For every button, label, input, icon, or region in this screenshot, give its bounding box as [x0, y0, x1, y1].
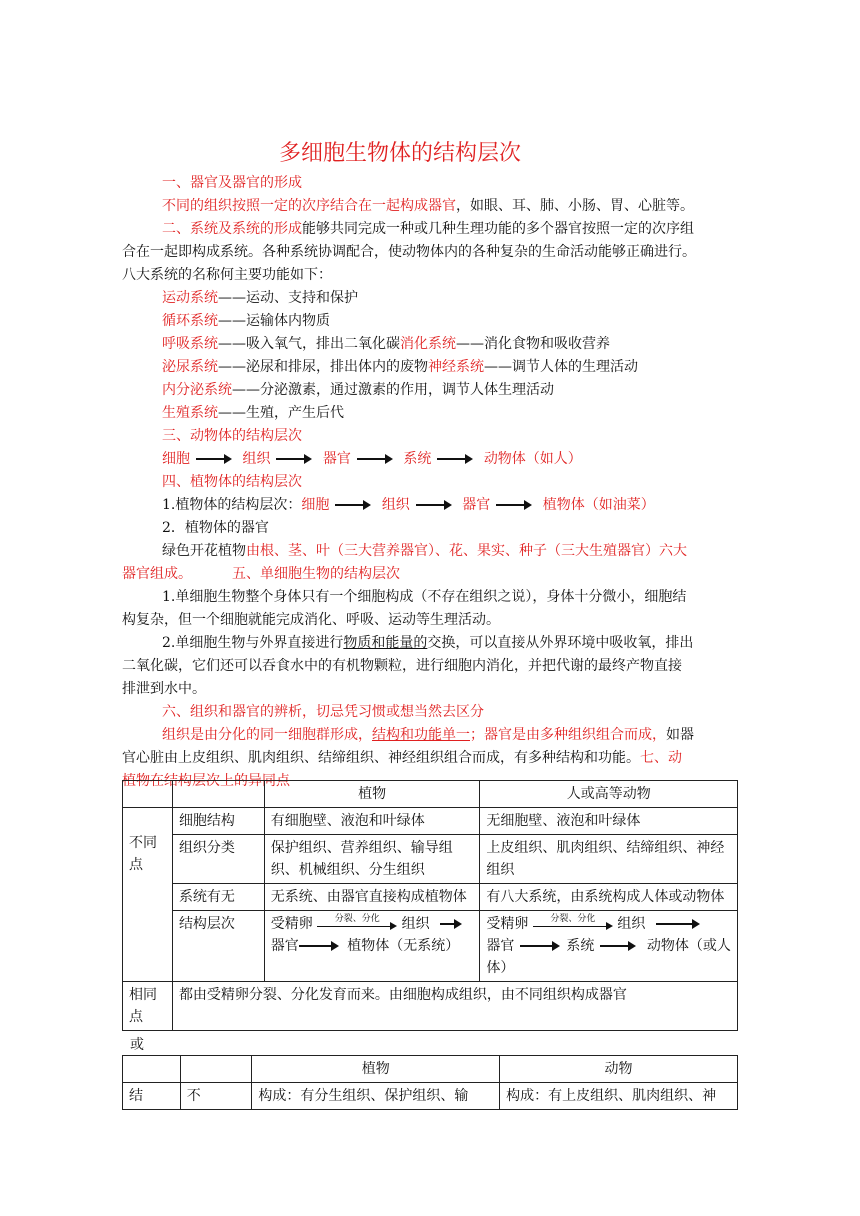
plant-hierarchy-line — [162, 494, 738, 516]
section2-line1 — [162, 218, 738, 240]
system-name: 生殖系统 — [162, 405, 218, 421]
system-name: 运动系统 — [162, 290, 218, 306]
cell-animal: 无细胞壁、液泡和叶绿体 — [480, 808, 738, 835]
section6-red-b: ；器官是由多种组织组合而成， — [470, 727, 666, 743]
system-line-5 — [162, 379, 738, 401]
chain-item: 组织 — [381, 497, 410, 513]
section5-p1-line2: 构复杂，但一个细胞就能完成消化、呼吸、运动等生理活动。 — [122, 612, 500, 628]
chain-item: 组织 — [242, 451, 271, 467]
arrow-right-icon — [317, 914, 397, 931]
cell-plant: 构成：有分生组织、保护组织、输 — [252, 1083, 500, 1110]
section1-rest-text: ，如眼、耳、肺、小肠、胃、心脏等。 — [456, 198, 694, 214]
row-label: 组织分类 — [172, 835, 264, 884]
hierarchy-item: 受精卵 — [486, 916, 529, 932]
section5-p2-rest: 交换，可以直接从外界环境中吸收氧，排出 — [427, 635, 694, 651]
system-line-3 — [162, 333, 738, 355]
comparison-table — [122, 780, 738, 1031]
plant-organs-line1 — [162, 540, 738, 562]
row-label: 结 — [123, 1083, 181, 1110]
row-sublabel: 不 — [180, 1083, 252, 1110]
section7-heading-part1: 七、动 — [640, 750, 682, 766]
system-desc: ——泌尿和排尿，排出体内的废物 — [218, 359, 428, 375]
system-name: 神经系统 — [428, 359, 484, 375]
arrow-label: 分裂、分化 — [550, 914, 596, 924]
page-title: 多细胞生物体的结构层次 — [278, 141, 521, 166]
animal-hierarchy-chain — [162, 448, 738, 470]
section2-line1-rest: 能够共同完成一种或几种生理功能的多个器官按照一定的次序组 — [302, 221, 694, 237]
hierarchy-item: 器官 — [270, 938, 299, 954]
section6-line2 — [122, 747, 738, 769]
system-name: 消化系统 — [400, 336, 456, 352]
header-animal: 动物 — [500, 1056, 738, 1083]
system-line-4 — [162, 356, 738, 378]
system-name: 泌尿系统 — [162, 359, 218, 375]
section7-heading-part2: 植物在结构层次上的异同点 — [122, 773, 290, 789]
diff-label: 不同点 — [123, 808, 173, 982]
system-desc: ——消化食物和吸收营养 — [456, 336, 610, 352]
system-desc: ——生殖，产生后代 — [218, 405, 344, 421]
chain-item: 动物体（如人） — [483, 451, 582, 467]
system-desc: ——运动、支持和保护 — [218, 290, 358, 306]
arrow-right-icon — [416, 500, 452, 510]
row-label: 细胞结构 — [172, 808, 264, 835]
section1-paragraph — [162, 195, 738, 217]
system-name: 循环系统 — [162, 313, 218, 329]
row-label: 结构层次 — [172, 911, 264, 982]
arrow-right-icon — [196, 454, 232, 464]
system-name: 呼吸系统 — [162, 336, 218, 352]
arrow-right-icon — [437, 454, 473, 464]
section6-underline: 结构和功能单一 — [372, 727, 470, 743]
system-line-1 — [162, 287, 738, 309]
system-line-2 — [162, 310, 738, 332]
arrow-right-icon — [299, 941, 339, 951]
section6-line2-text: 官心脏由上皮组织、肌肉组织、结缔组织、神经组织组合而成，有多种结构和功能。 — [122, 750, 640, 766]
chain-item: 系统 — [403, 451, 432, 467]
cell-animal-hierarchy — [480, 911, 738, 982]
section1-heading: 一、器官及器官的形成 — [162, 175, 302, 191]
cell-plant: 有细胞壁、液泡和叶绿体 — [264, 808, 480, 835]
section6-line1 — [162, 724, 738, 746]
section2-line3: 八大系统的名称何主要功能如下： — [122, 267, 332, 283]
plant-organs-heading: 2．植物体的器官 — [162, 520, 269, 536]
chain-item: 器官 — [322, 451, 351, 467]
section5-p2-line1 — [162, 632, 738, 654]
system-desc: ——吸入氧气，排出二氧化碳 — [218, 336, 400, 352]
section4-heading: 四、植物体的结构层次 — [162, 474, 302, 490]
plant-hierarchy-label: 1.植物体的结构层次： — [162, 497, 302, 513]
same-text: 都由受精卵分裂、分化发育而来。由细胞构成组织，由不同组织构成器官 — [172, 982, 737, 1031]
system-line-6 — [162, 402, 738, 424]
same-label: 相同点 — [123, 982, 173, 1031]
header-animal: 人或高等动物 — [480, 781, 738, 808]
arrow-right-icon — [656, 919, 700, 929]
chain-item: 植物体（如油菜） — [542, 497, 655, 513]
chain-item: 器官 — [462, 497, 491, 513]
header-plant: 植物 — [264, 781, 480, 808]
plant-organs-red: 由根、茎、叶（三大营养器官）、花、果实、种子（三大生殖器官）六大 — [246, 543, 687, 559]
cell-animal: 上皮组织、肌肉组织、结缔组织、神经组织 — [480, 835, 738, 884]
section5-p2-underline: 物质和能量的 — [343, 635, 428, 651]
plant-organs-line2 — [122, 563, 738, 585]
cell-plant: 无系统、由器官直接构成植物体 — [264, 884, 480, 911]
section5-p2-lead: 2.单细胞生物与外界直接进行 — [162, 635, 344, 651]
section5-p2-line3: 排泄到水中。 — [122, 681, 206, 697]
section5-p2-line2: 二氧化碳，它们还可以吞食水中的有机物颗粒，进行细胞内消化，并把代谢的最终产物直接 — [122, 658, 682, 674]
plant-organs-lead: 绿色开花植物 — [162, 543, 246, 559]
system-name: 内分泌系统 — [162, 382, 232, 398]
hierarchy-item: 组织 — [617, 916, 646, 932]
section5-p1-line1: 1.单细胞生物整个身体只有一个细胞构成（不存在组织之说），身体十分微小，细胞结 — [162, 589, 687, 605]
section6-black-c: 如器 — [666, 727, 694, 743]
or-text: 或 — [130, 1037, 144, 1053]
arrow-right-icon — [496, 500, 532, 510]
cell-plant: 保护组织、营养组织、输导组织、机械组织、分生组织 — [264, 835, 480, 884]
hierarchy-item: 组织 — [401, 916, 430, 932]
chain-item: 细胞 — [301, 497, 330, 513]
arrow-right-icon — [276, 454, 312, 464]
header-plant: 植物 — [252, 1056, 500, 1083]
arrow-right-icon — [600, 941, 636, 951]
row-label: 系统有无 — [172, 884, 264, 911]
cell-plant-hierarchy — [264, 911, 480, 982]
section6-heading: 六、组织和器官的辨析，切忌凭习惯或想当然去区分 — [162, 704, 484, 720]
system-desc: ——运输体内物质 — [218, 313, 330, 329]
section1-red-text: 不同的组织按照一定的次序结合在一起构成器官 — [162, 198, 456, 214]
section6-red-a: 组织是由分化的同一细胞群形成， — [162, 727, 372, 743]
plant-organs-red2: 器官组成。 — [122, 566, 192, 582]
system-desc: ——分泌激素，通过激素的作用，调节人体生理活动 — [232, 382, 554, 398]
comparison-table-2 — [122, 1055, 738, 1110]
hierarchy-item: 器官 — [486, 938, 515, 954]
section2-heading: 二、系统及系统的形成 — [162, 221, 302, 237]
hierarchy-item: 植物体（无系统） — [347, 938, 460, 954]
arrow-right-icon — [520, 941, 560, 951]
hierarchy-item: 受精卵 — [270, 916, 313, 932]
hierarchy-item: 系统 — [566, 938, 595, 954]
arrow-right-icon — [533, 914, 613, 931]
arrow-right-icon — [440, 919, 462, 929]
section5-heading: 五、单细胞生物的结构层次 — [232, 566, 400, 582]
section2-line2: 合在一起即构成系统。各种系统协调配合，使动物体内的各种复杂的生命活动能够正确进行。 — [122, 244, 696, 260]
arrow-right-icon — [335, 500, 371, 510]
arrow-right-icon — [357, 454, 393, 464]
hierarchy-item: 动物体（或人体） — [486, 938, 731, 976]
section3-heading: 三、动物体的结构层次 — [162, 428, 302, 444]
chain-item: 细胞 — [162, 451, 190, 467]
arrow-label: 分裂、分化 — [334, 914, 380, 924]
system-desc: ——调节人体的生理活动 — [484, 359, 638, 375]
cell-animal: 有八大系统，由系统构成人体或动物体 — [480, 884, 738, 911]
cell-animal: 构成：有上皮组织、肌肉组织、神 — [500, 1083, 738, 1110]
